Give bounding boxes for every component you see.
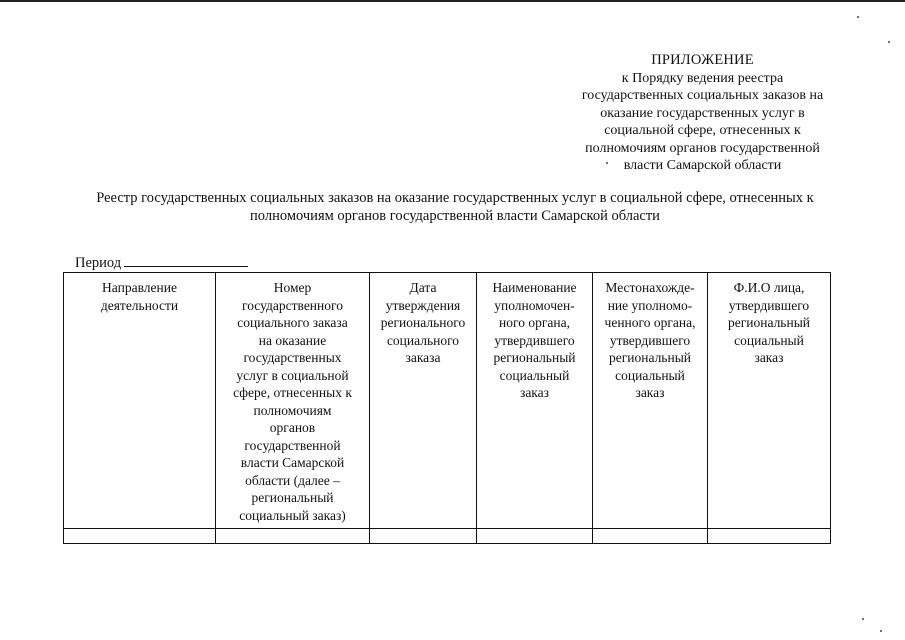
header-cell-approval-date [370,273,477,529]
registry-title [60,189,850,225]
header-cell-authority-location [593,273,708,529]
scan-speck [857,16,859,18]
header-text: Дата утверждения регионального социального заказа [380,280,466,365]
table-cell [64,529,216,544]
table-cell [216,529,370,544]
scan-speck [862,618,864,620]
period-field [75,252,248,272]
appendix-line: социальной сфере, отнесенных к [604,123,801,138]
header-text: Местонахожде- ние уполномо- ченного органа, утвердившего региональный социальный заказ [604,280,696,400]
header-text: Ф.И.О лица, утвердившего региональный социальный заказ [727,280,810,365]
appendix-line: полномочиям органов государственной [585,140,820,156]
header-cell-order-number [216,273,370,529]
scan-speck [606,162,608,164]
table-cell [708,529,831,544]
scan-top-edge [0,0,905,2]
appendix-line: власти Самарской области [623,158,782,173]
registry-title-line: полномочиям органов государственной власти Самарской области [250,208,660,224]
registry-title-line: Реестр государственных социальных заказов на оказание государственных услуг в социальной сфере, отнесенных к [96,190,814,206]
scan-speck [888,41,890,43]
appendix-block [565,52,840,175]
table-row [64,529,831,544]
period-blank-line [124,252,248,267]
header-cell-approver-name [708,273,831,529]
header-text: Направление деятельности [100,280,179,313]
header-text: Наименование уполномочен- ного органа, утвердившего региональный социальный заказ [492,280,577,400]
appendix-title: ПРИЛОЖЕНИЕ [651,52,754,68]
appendix-line: государственных социальных заказов на [581,88,824,103]
scan-speck [880,630,882,632]
header-cell-authority-name [477,273,593,529]
table-cell [477,529,593,544]
header-text: Номер государственного социального заказа на оказание государственных услуг в социальной сфере, отнесенных к полномочиям органов государственной власти Самарской области (далее – региональный социальный заказ) [233,280,352,523]
registry-table [63,272,831,544]
table-cell [370,529,477,544]
header-cell-direction [64,273,216,529]
table-cell [593,529,708,544]
appendix-line: оказание государственных услуг в [600,105,805,121]
period-label: Период [75,255,122,271]
table-header-row [64,273,831,529]
appendix-line: к Порядку ведения реестра [621,70,784,86]
